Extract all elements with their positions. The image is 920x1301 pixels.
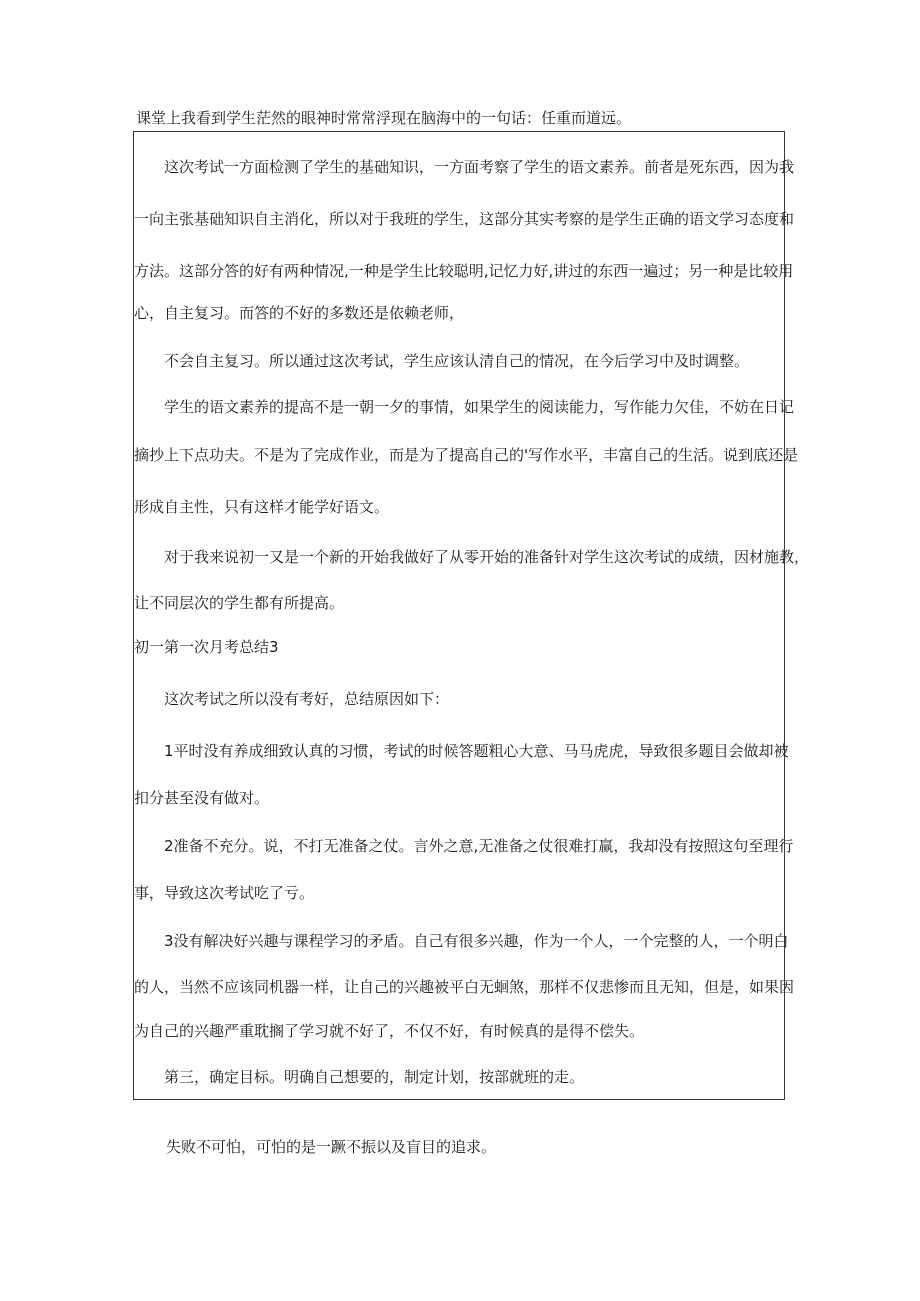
paragraph-line: 扣分甚至没有做对。 [134, 789, 270, 807]
paragraph-line: 学生的语文素养的提高不是一朝一夕的事情，如果学生的阅读能力，写作能力欠佳，不妨在日记 [134, 398, 795, 416]
paragraph-line: 这次考试一方面检测了学生的基础知识，一方面考察了学生的语文素养。前者是死东西，因为我 [134, 158, 795, 176]
paragraph-line: 让不同层次的学生都有所提高。 [134, 594, 345, 612]
paragraph-line: 形成自主性，只有这样才能学好语文。 [134, 498, 390, 516]
closing-line: 失败不可怕，可怕的是一蹶不振以及盲目的追求。 [166, 1138, 497, 1156]
intro-line: 课堂上我看到学生茫然的眼神时常常浮现在脑海中的一句话：任重而道远。 [136, 109, 632, 127]
paragraph-line: 心，自主复习。而答的不好的多数还是依赖老师， [134, 304, 465, 322]
paragraph-line: 摘抄上下点功夫。不是为了完成作业，而是为了提高自己的'写作水平，丰富自己的生活。说到底还是 [134, 446, 799, 464]
paragraph-line: 2准备不充分。说，不打无准备之仗。言外之意,无准备之仗很难打赢，我却没有按照这句至理行 [134, 837, 794, 855]
section-heading: 初一第一次月考总结3 [134, 638, 279, 656]
paragraph-line: 对于我来说初一又是一个新的开始我做好了从零开始的准备针对学生这次考试的成绩，因材施教， [134, 548, 810, 566]
paragraph-line: 1平时没有养成细致认真的习惯，考试的时候答题粗心大意、马马虎虎，导致很多题目会做却被 [134, 742, 789, 760]
paragraph-line: 3没有解决好兴趣与课程学习的矛盾。自己有很多兴趣，作为一个人，一个完整的人，一个明白 [134, 932, 789, 950]
content-box [133, 131, 810, 1100]
paragraph-line: 不会自主复习。所以通过这次考试，学生应该认清自己的情况，在今后学习中及时调整。 [134, 352, 750, 370]
paragraph-line: 方法。这部分答的好有两种情况,一种是学生比较聪明,记忆力好,讲过的东西一遍过；另一种是比较用 [134, 262, 794, 280]
paragraph-line: 事，导致这次考试吃了亏。 [134, 884, 315, 902]
paragraph-line: 这次考试之所以没有考好，总结原因如下： [134, 690, 450, 708]
paragraph-line: 一向主张基础知识自主消化，所以对于我班的学生，这部分其实考察的是学生正确的语文学习态度和 [134, 210, 795, 228]
paragraph-line: 的人，当然不应该同机器一样，让自己的兴趣被平白无蛔煞，那样不仅悲惨而且无知，但是，如果因 [134, 978, 795, 996]
paragraph-line: 第三，确定目标。明确自己想要的，制定计划，按部就班的走。 [134, 1068, 585, 1086]
paragraph-line: 为自己的兴趣严重耽搁了学习就不好了，不仅不好，有时候真的是得不偿失。 [134, 1022, 645, 1040]
